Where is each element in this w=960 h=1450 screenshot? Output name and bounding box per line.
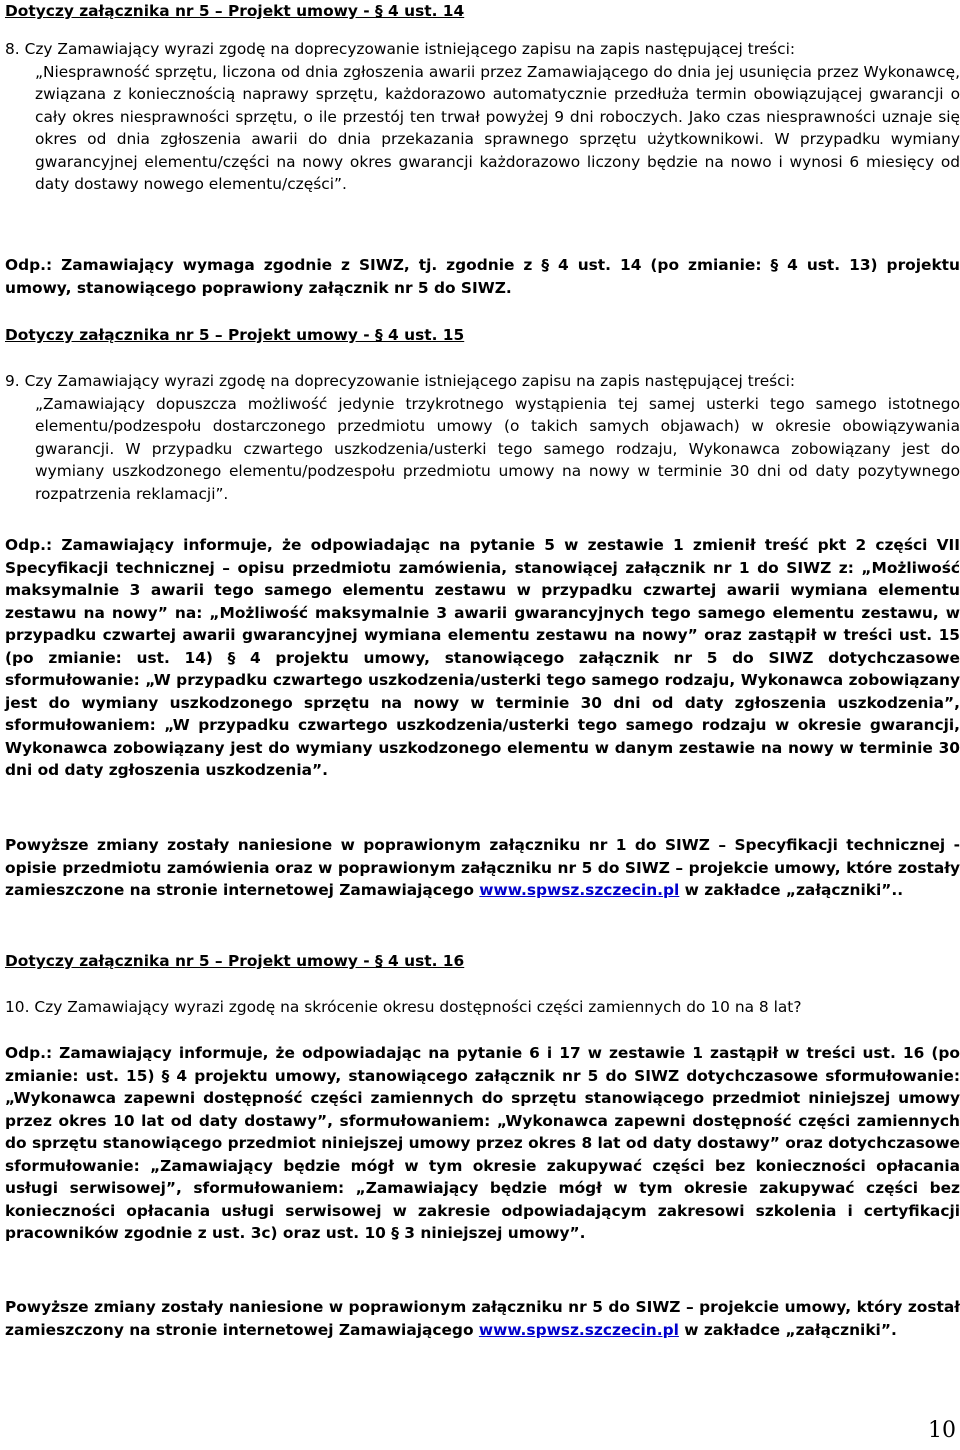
question-8-quote-a: „Niesprawność sprzętu, liczona od dnia zgłoszenia awarii przez Zamawiającego do dnia jej usunięcia przez Wykonawcę, związana z koniecznością naprawy sprzętu, każdorazowo automatycznie przedłuża termin obowiązującej gwarancji o cały okres niesprawności sprzętu, o ile przestój ten trwał powyżej 9 dni roboczych. <box>35 62 960 126</box>
question-8-quote <box>5 61 960 196</box>
website-link[interactable]: www.spwsz.szczecin.pl <box>479 881 680 899</box>
page-number: 10 <box>928 1418 956 1443</box>
answer-8: Odp.: Zamawiający wymaga zgodnie z SIWZ, tj. zgodnie z § 4 ust. 14 (po zmianie: § 4 ust. 13) projektu umowy, stanowiącego poprawiony załącznik nr 5 do SIWZ. <box>5 256 960 297</box>
website-link[interactable]: www.spwsz.szczecin.pl <box>478 1320 679 1339</box>
section-heading-2: Dotyczy załącznika nr 5 – Projekt umowy - § 4 ust. 15 <box>5 326 465 344</box>
question-8 <box>5 38 960 196</box>
question-8-quote-b: Jako czas niesprawności uznaje się okres od dnia zgłoszenia awarii do dnia przekazania sprawnego sprzętu użytkownikowi. W przypadku wymiany gwarancyjnej elementu/części na nowy okres gwarancji każdorazowo liczony będzie na nowo i wynosi 6 miesięcy od daty dostawy nowego elementu/części”. <box>35 107 960 193</box>
question-10: 10. Czy Zamawiający wyrazi zgodę na skrócenie okresu dostępności części zamiennych do 10 na 8 lat? <box>5 998 802 1016</box>
note-1-tail: w zakładce „załączniki”.. <box>684 881 904 899</box>
question-8-intro: 8. Czy Zamawiający wyrazi zgodę na doprecyzowanie istniejącego zapisu na zapis następującej treści: <box>5 40 796 58</box>
answer-9: Odp.: Zamawiający informuje, że odpowiadając na pytanie 5 w zestawie 1 zmienił treść pkt 2 części VII Specyfikacji technicznej – opisu przedmiotu zamówienia, stanowiącej załącznik nr 1 do SIWZ z: „Możliwość maksymalnie 3 awarii tego samego elementu zestawu w przypadku czwartej awarii wymiana elementu zestawu na nowy” na: „Możliwość maksymalnie 3 awarii gwarancyjnych tego samego elementu zestawu, w przypadku czwartej awarii gwarancyjnej wymiana elementu zestawu na nowy” oraz zastąpił w treści ust. 15 (po zmianie: ust. 14) § 4 projektu umowy, stanowiącego załącznik nr 5 do SIWZ dotychczasowe sformułowanie: „W przypadku czwartego uszkodzenia/usterki tego samego rodzaju, Wykonawca zobowiązany jest do wymiany uszkodzonego sprzętu na nowy w terminie 30 dni od daty zgłoszenia uszkodzenia”, sformułowaniem: „W przypadku czwartego uszkodzenia/usterki tego samego rodzaju w okresie gwarancji, Wykonawca zobowiązany jest do wymiany uszkodzonego elementu w danym zestawie na nowy w terminie 30 dni od daty zgłoszenia uszkodzenia”. <box>5 536 960 779</box>
note-1 <box>5 834 960 902</box>
section-heading-3: Dotyczy załącznika nr 5 – Projekt umowy - § 4 ust. 16 <box>5 952 465 970</box>
section-heading-1: Dotyczy załącznika nr 5 – Projekt umowy - § 4 ust. 14 <box>5 2 465 20</box>
note-2-tail: w zakładce „załączniki”. <box>684 1320 897 1339</box>
answer-10: Odp.: Zamawiający informuje, że odpowiadając na pytanie 6 i 17 w zestawie 1 zastąpił w treści ust. 16 (po zmianie: ust. 15) § 4 projektu umowy, stanowiącego załącznik nr 5 do SIWZ dotychczasowe sformułowanie: „Wykonawca zapewni dostępność części zamiennych do sprzętu stanowiącego przedmiot niniejszej umowy przez okres 10 lat od daty dostawy”, sformułowaniem: „Wykonawca zapewni dostępność części zamiennych do sprzętu stanowiącego przedmiot niniejszej umowy przez okres 8 lat od daty dostawy” oraz dotychczasowe sformułowanie: „Zamawiający będzie mógł w tym okresie zakupywać części bez konieczności opłacania usługi serwisowej”, sformułowaniem: „Zamawiający będzie mógł w tym okresie zakupywać części bez konieczności opłacania usługi serwisowej w zakresie odpowiadającym zakresowi szkolenia i certyfikacji pracowników zgodnie z ust. 3c) oraz ust. 10 § 3 niniejszej umowy”. <box>5 1044 960 1242</box>
note-2 <box>5 1296 960 1341</box>
note-1-text: Powyższe zmiany zostały naniesione w poprawionym załączniku nr 1 do SIWZ – Specyfikacji technicznej - opisie przedmiotu zamówienia oraz w poprawionym załączniku nr 5 do SIWZ – projekcie umowy, które zostały zamieszczone na stronie internetowej Zamawiającego <box>5 836 960 899</box>
question-9-quote: „Zamawiający dopuszcza możliwość jedynie trzykrotnego wystąpienia tej samej usterki tego samego istotnego elementu/podzespołu dostarczonego przedmiotu umowy (o takich samych objawach) w okresie obowiązywania gwarancji. W przypadku czwartego uszkodzenia/usterki tego samego rodzaju, Wykonawca zobowiązany jest do wymiany uszkodzonego elementu/podzespołu przedmiotu umowy na nowy w terminie 30 dni od daty pozytywnego rozpatrzenia reklamacji”. <box>35 394 960 503</box>
note-2-text: Powyższe zmiany zostały naniesione w poprawionym załączniku nr 5 do SIWZ – projekcie umowy, który został zamieszczony na stronie internetowej Zamawiającego <box>5 1298 960 1339</box>
question-9 <box>5 370 960 505</box>
question-9-intro: 9. Czy Zamawiający wyrazi zgodę na doprecyzowanie istniejącego zapisu na zapis następującej treści: <box>5 372 796 390</box>
